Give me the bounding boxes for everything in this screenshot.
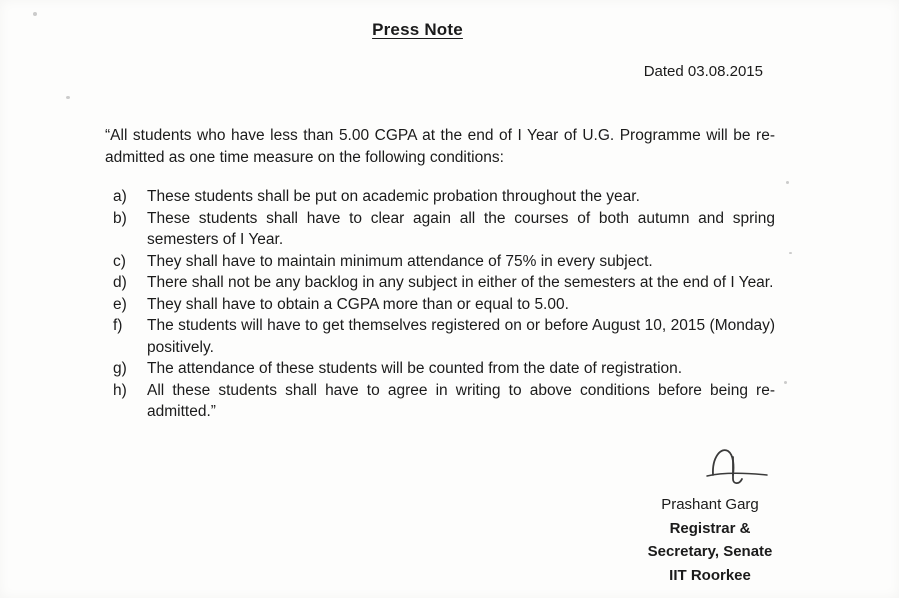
condition-label: e) — [113, 295, 127, 313]
signature-block — [608, 443, 812, 587]
condition-item-b — [113, 208, 775, 251]
signatory-title-line1: Registrar & — [669, 519, 751, 537]
condition-item-f — [113, 315, 775, 358]
condition-item-d — [113, 272, 775, 294]
signatory-title-line2: Secretary, Senate — [647, 543, 773, 560]
condition-label: c) — [113, 252, 126, 270]
condition-text: They shall have to obtain a CGPA more than or equal to 5.00. — [147, 295, 569, 313]
condition-item-e — [113, 294, 775, 316]
condition-text: All these students shall have to agree in writing to above conditions before being re-admitted.” — [147, 381, 775, 420]
condition-label: f) — [113, 317, 123, 334]
condition-label: h) — [113, 381, 127, 399]
conditions-list — [113, 186, 775, 423]
condition-label: a) — [113, 188, 127, 205]
document-title: Press Note — [372, 20, 463, 39]
condition-text: These students shall have to clear again all the courses of both autumn and spring semesters of I Year. — [147, 209, 775, 248]
scan-speckle — [789, 252, 792, 254]
condition-item-g — [113, 358, 775, 380]
condition-item-h — [113, 380, 775, 423]
scan-speckle — [784, 381, 787, 384]
scan-speckle — [66, 96, 70, 99]
condition-item-c — [113, 251, 775, 273]
scan-speckle — [33, 12, 37, 16]
condition-item-a — [113, 186, 775, 208]
condition-label: g) — [113, 360, 127, 377]
condition-label: d) — [113, 274, 127, 291]
scan-speckle — [786, 181, 789, 184]
handwritten-signature-icon — [703, 443, 775, 491]
condition-text: There shall not be any backlog in any subject in either of the semesters at the end of I Year. — [147, 274, 774, 291]
condition-label: b) — [113, 209, 127, 227]
condition-text: The attendance of these students will be counted from the date of registration. — [147, 360, 683, 377]
intro-paragraph: “All students who have less than 5.00 CGPA at the end of I Year of U.G. Programme will be re-admitted as one time measure on the following conditions: — [105, 127, 775, 166]
date-line: Dated 03.08.2015 — [643, 63, 763, 80]
condition-text: They shall have to maintain minimum attendance of 75% in every subject. — [147, 252, 653, 270]
condition-text: The students will have to get themselves registered on or before August 10, 2015 (Monday) positively. — [147, 317, 775, 356]
signatory-name: Prashant Garg — [661, 496, 759, 513]
signatory-organization: IIT Roorkee — [669, 566, 751, 584]
condition-text: These students shall be put on academic probation throughout the year. — [147, 188, 640, 205]
